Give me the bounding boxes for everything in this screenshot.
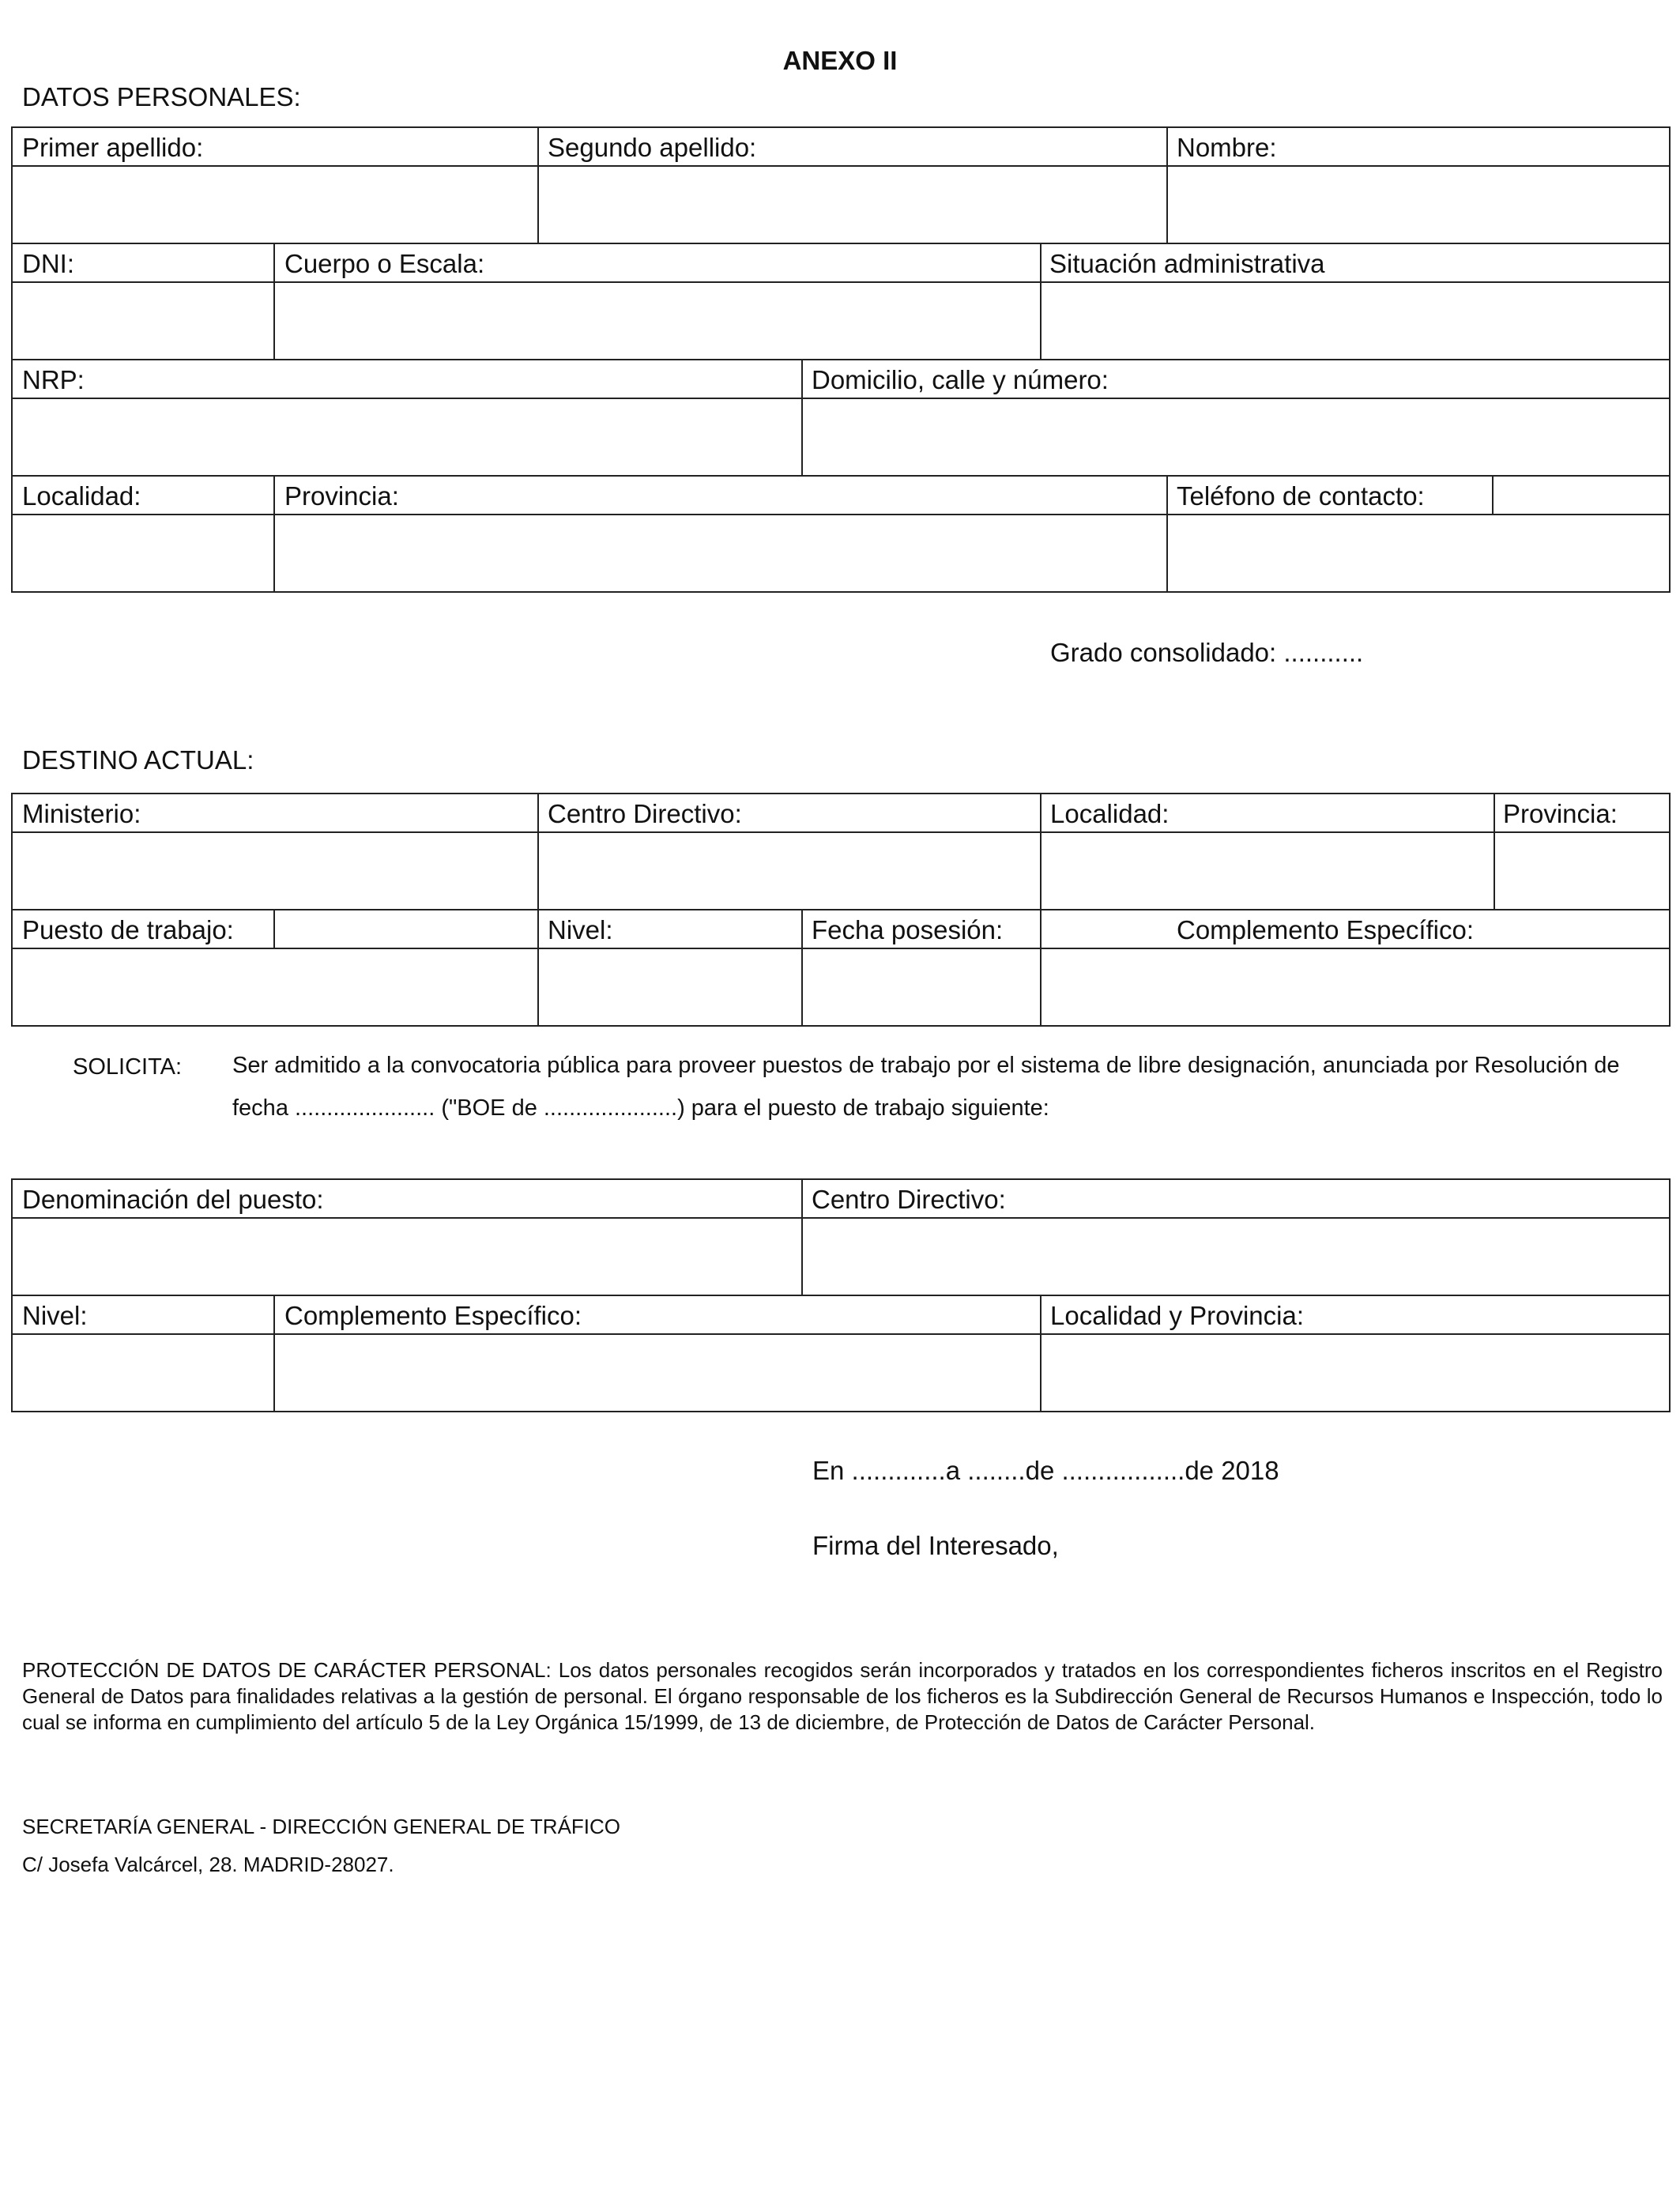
field-domicilio[interactable] bbox=[803, 399, 1669, 475]
field-destino-localidad[interactable] bbox=[1042, 833, 1494, 909]
field-nrp[interactable] bbox=[13, 399, 801, 475]
label-telefono: Teléfono de contacto: bbox=[1177, 481, 1425, 511]
label-dni: DNI: bbox=[22, 249, 74, 278]
label-nombre: Nombre: bbox=[1177, 133, 1277, 162]
label-ministerio: Ministerio: bbox=[22, 799, 141, 828]
field-localidad-provincia[interactable] bbox=[1042, 1335, 1669, 1411]
field-provincia[interactable] bbox=[275, 515, 1166, 591]
data-protection-notice: PROTECCIÓN DE DATOS DE CARÁCTER PERSONAL: Los datos personales recogidos serán incorporados y tratados en los correspondientes ficheros inscritos en el Registro General de Datos para finalidades relativas a la gestión de personal. El órgano responsable de los ficheros es la Subdirección General de Recursos Humanos e Inspección, todo lo cual se informa en cumplimiento del artículo 5 de la Ley Orgánica 15/1999, de 13 de diciembre, de Protección de Datos de Carácter Personal. bbox=[22, 1658, 1663, 1734]
field-dni[interactable] bbox=[13, 283, 273, 359]
grado-consolidado: Grado consolidado: ........... bbox=[1050, 638, 1364, 667]
field-ministerio[interactable] bbox=[13, 833, 537, 909]
field-puesto-complemento[interactable] bbox=[275, 1335, 1040, 1411]
field-nombre[interactable] bbox=[1168, 167, 1669, 243]
document-title: ANEXO II bbox=[782, 46, 898, 75]
label-fecha-posesion: Fecha posesión: bbox=[812, 915, 1004, 944]
field-nivel[interactable] bbox=[539, 949, 801, 1025]
section-datos-personales: DATOS PERSONALES: bbox=[22, 82, 301, 111]
field-cuerpo-escala[interactable] bbox=[275, 283, 1040, 359]
label-segundo-apellido: Segundo apellido: bbox=[548, 133, 757, 162]
place-date-line: En .............a ........de .................de 2018 bbox=[812, 1456, 1279, 1485]
label-localidad: Localidad: bbox=[22, 481, 141, 511]
label-nrp: NRP: bbox=[22, 365, 85, 394]
field-fecha-posesion[interactable] bbox=[803, 949, 1040, 1025]
footer-address: C/ Josefa Valcárcel, 28. MADRID-28027. bbox=[22, 1853, 394, 1876]
field-destino-provincia[interactable] bbox=[1495, 833, 1669, 909]
label-puesto-trabajo: Puesto de trabajo: bbox=[22, 915, 234, 944]
label-puesto-nivel: Nivel: bbox=[22, 1301, 88, 1330]
field-puesto-trabajo[interactable] bbox=[13, 949, 537, 1025]
solicita-text: Ser admitido a la convocatoria pública para proveer puestos de trabajo por el sistema de libre designación, anunciada por Resolución de fecha ...................... ("BOE de .....................) para el puesto de trabajo siguiente: bbox=[232, 1053, 1620, 1121]
label-puesto-complemento: Complemento Específico: bbox=[284, 1301, 582, 1330]
label-cuerpo-escala: Cuerpo o Escala: bbox=[284, 249, 485, 278]
field-centro-directivo[interactable] bbox=[539, 833, 1040, 909]
label-domicilio: Domicilio, calle y número: bbox=[812, 365, 1109, 394]
label-centro-directivo: Centro Directivo: bbox=[548, 799, 742, 828]
field-denominacion-puesto[interactable] bbox=[13, 1219, 801, 1295]
field-complemento-especifico[interactable] bbox=[1042, 949, 1669, 1025]
label-destino-localidad: Localidad: bbox=[1050, 799, 1170, 828]
field-situacion-administrativa[interactable] bbox=[1042, 283, 1669, 359]
label-complemento-especifico: Complemento Específico: bbox=[1177, 915, 1475, 944]
label-puesto-centro-directivo: Centro Directivo: bbox=[812, 1185, 1006, 1214]
label-localidad-provincia: Localidad y Provincia: bbox=[1050, 1301, 1305, 1330]
field-telefono[interactable] bbox=[1168, 515, 1669, 591]
field-localidad[interactable] bbox=[13, 515, 273, 591]
label-nivel: Nivel: bbox=[548, 915, 613, 944]
field-primer-apellido[interactable] bbox=[13, 167, 537, 243]
label-situacion-administrativa: Situación administrativa bbox=[1049, 249, 1325, 278]
section-destino-actual: DESTINO ACTUAL: bbox=[22, 745, 254, 775]
solicita-label: SOLICITA: bbox=[73, 1054, 183, 1080]
label-provincia: Provincia: bbox=[284, 481, 399, 511]
label-primer-apellido: Primer apellido: bbox=[22, 133, 204, 162]
label-destino-provincia: Provincia: bbox=[1503, 799, 1618, 828]
footer-organization: SECRETARÍA GENERAL - DIRECCIÓN GENERAL DE TRÁFICO bbox=[22, 1815, 621, 1838]
field-segundo-apellido[interactable] bbox=[539, 167, 1166, 243]
signature-label: Firma del Interesado, bbox=[812, 1531, 1059, 1560]
field-puesto-nivel[interactable] bbox=[13, 1335, 273, 1411]
label-denominacion-puesto: Denominación del puesto: bbox=[22, 1185, 324, 1214]
field-puesto-centro-directivo[interactable] bbox=[803, 1219, 1669, 1295]
